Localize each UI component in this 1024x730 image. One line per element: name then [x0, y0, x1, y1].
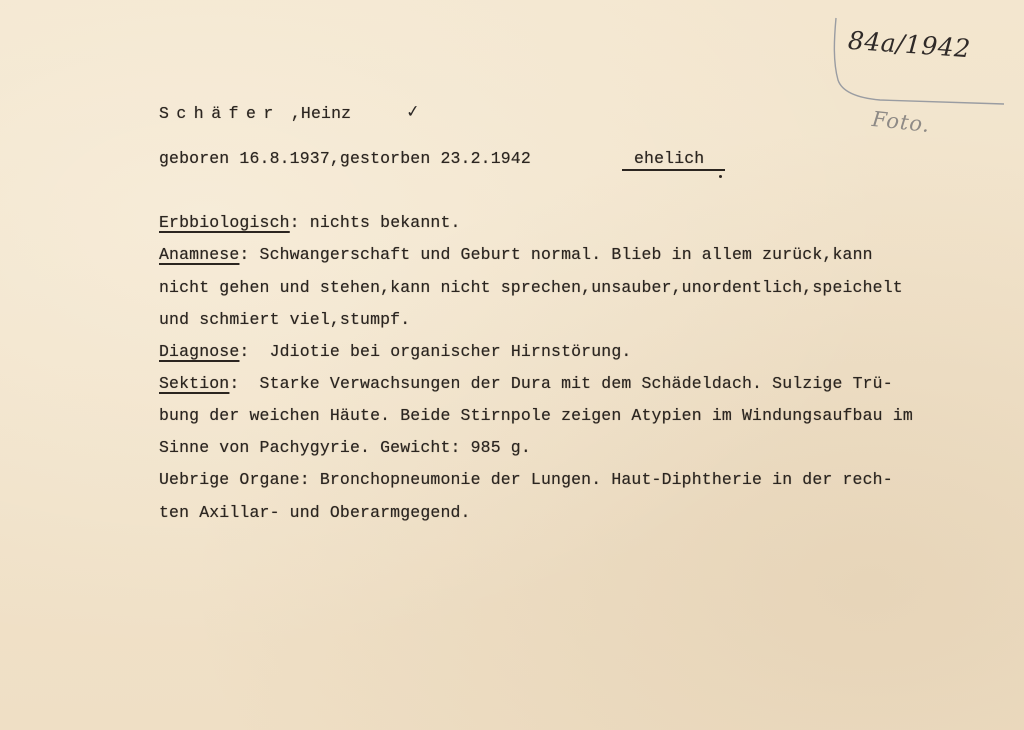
- organe-line-2: ten Axillar- und Oberarmgegend.: [159, 503, 471, 522]
- anamnese-text-1: : Schwangerschaft und Geburt normal. Blieb in allem zurück,kann: [239, 245, 873, 264]
- erbbiologisch-label: Erbbiologisch: [159, 213, 290, 232]
- diagnose-line: [159, 342, 631, 362]
- erbbiologisch-text: : nichts bekannt.: [289, 213, 461, 232]
- erbbiologisch-line: [159, 213, 461, 233]
- sektion-line-1: [159, 374, 893, 394]
- diagnose-label: Diagnose: [159, 342, 240, 361]
- anamnese-line-3: und schmiert viel,stumpf.: [159, 310, 411, 329]
- anamnese-label: Anamnese: [159, 245, 240, 264]
- organe-line-1: Uebrige Organe: Bronchopneumonie der Lungen. Haut-Diphtherie in der rech-: [159, 470, 893, 489]
- legitimacy-status: ehelich: [634, 149, 705, 168]
- sektion-label: Sektion: [159, 374, 230, 393]
- pencil-note: Foto.: [870, 107, 932, 137]
- birth-death-line: [159, 149, 705, 169]
- sektion-line-3: Sinne von Pachygyrie. Gewicht: 985 g.: [159, 438, 531, 457]
- status-underline: [622, 169, 725, 171]
- patient-surname: Schäfer: [159, 104, 281, 123]
- diagnose-text: : Jdiotie bei organischer Hirnstörung.: [239, 342, 632, 361]
- anamnese-line-1: [159, 245, 873, 265]
- name-separator: ,: [280, 104, 301, 123]
- sektion-text-1: : Starke Verwachsungen der Dura mit dem Schädeldach. Sulzige Trü-: [229, 374, 893, 393]
- patient-name-line: [159, 104, 351, 124]
- archive-number: 84a/1942: [847, 25, 972, 64]
- status-dot: [719, 175, 722, 178]
- check-mark-icon: ✓: [404, 101, 422, 123]
- birth-death-dates: geboren 16.8.1937,gestorben 23.2.1942: [159, 149, 531, 168]
- sektion-line-2: bung der weichen Häute. Beide Stirnpole zeigen Atypien im Windungsaufbau im: [159, 406, 913, 425]
- anamnese-line-2: nicht gehen und stehen,kann nicht sprechen,unsauber,unordentlich,speichelt: [159, 278, 903, 297]
- patient-given-name: Heinz: [300, 104, 352, 123]
